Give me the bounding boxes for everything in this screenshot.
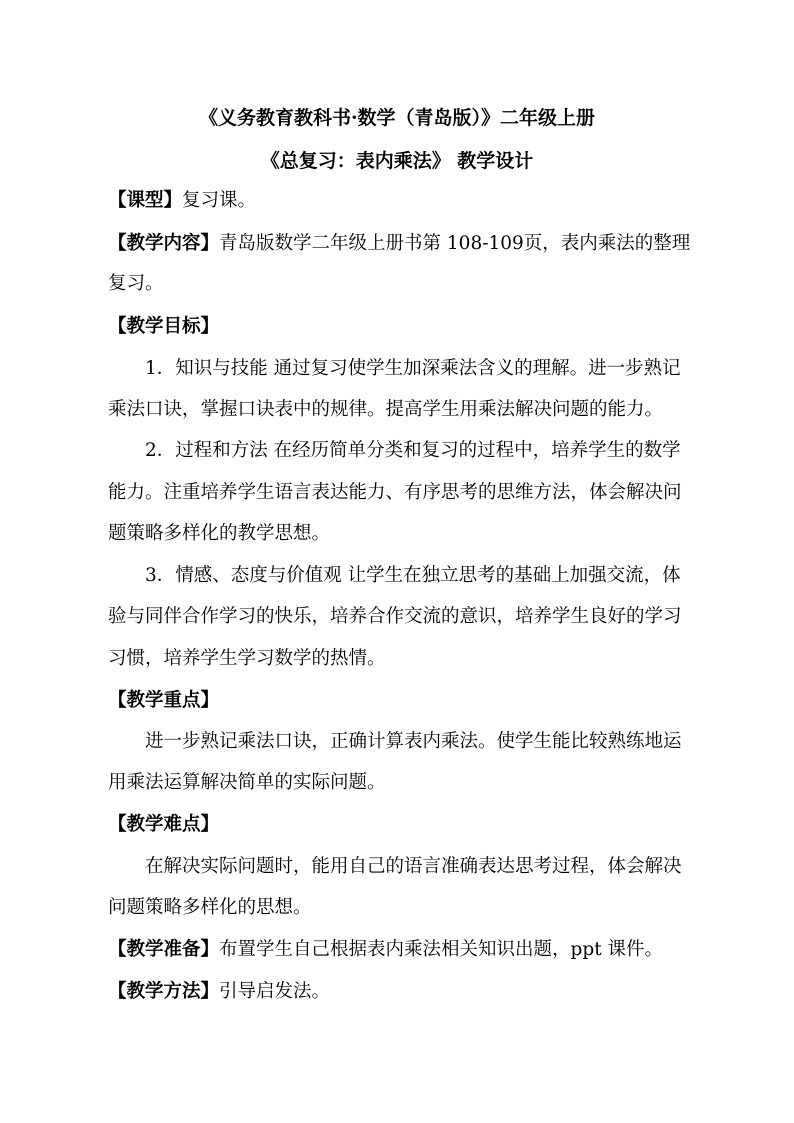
objective-3-line-2: 验与同伴合作学习的快乐，培养合作交流的意识，培养学生良好的学习 <box>108 606 682 627</box>
methods-label: 【教学方法】 <box>108 981 220 1002</box>
objective-2-line-1: 2．过程和方法 在经历简单分类和复习的过程中，培养学生的数学 <box>145 440 681 461</box>
key-points-label: 【教学重点】 <box>108 690 220 711</box>
content-label: 【教学内容】 <box>108 233 220 254</box>
methods-value: 引导启发法。 <box>219 981 331 1002</box>
content-line-1 <box>108 230 690 258</box>
objective-2-line-3: 题策略多样化的教学思想。 <box>108 523 331 544</box>
key-points-line-2: 用乘法运算解决简单的实际问题。 <box>108 772 386 793</box>
objective-3-line-1: 3．情感、态度与价值观 让学生在独立思考的基础上加强交流，体 <box>145 565 681 586</box>
difficulties-line-2: 问题策略多样化的思想。 <box>108 897 312 918</box>
difficulties-label: 【教学难点】 <box>108 814 220 835</box>
course-type-value: 复习课。 <box>182 190 257 211</box>
objective-3-line-3: 习惯，培养学生学习数学的热情。 <box>108 648 386 669</box>
document-title: 《义务教育教科书·数学（青岛版）》二年级上册 <box>198 107 596 129</box>
methods-line <box>108 978 330 1006</box>
preparation-line <box>108 936 663 964</box>
objective-1-line-1: 1．知识与技能 通过复习使学生加深乘法含义的理解。进一步熟记 <box>145 358 681 379</box>
course-type-label: 【课型】 <box>108 190 183 211</box>
content-line-2: 复习。 <box>108 273 164 294</box>
document-subtitle: 《总复习：表内乘法》 教学设计 <box>260 150 534 172</box>
objectives-label: 【教学目标】 <box>108 316 220 337</box>
content-text-1: 青岛版数学二年级上册书第 108-109页，表内乘法的整理 <box>219 233 691 254</box>
course-type-line <box>108 187 256 215</box>
objective-1-line-2: 乘法口诀，掌握口诀表中的规律。提高学生用乘法解决问题的能力。 <box>108 399 664 420</box>
objective-2-line-2: 能力。注重培养学生语言表达能力、有序思考的思维方法，体会解决问 <box>108 482 682 503</box>
difficulties-line-1: 在解决实际问题时，能用自己的语言准确表达思考过程，体会解决 <box>145 856 682 877</box>
preparation-label: 【教学准备】 <box>108 939 220 960</box>
key-points-line-1: 进一步熟记乘法口诀，正确计算表内乘法。使学生能比较熟练地运 <box>145 731 682 752</box>
preparation-value: 布置学生自己根据表内乘法相关知识出题，ppt 课件。 <box>219 939 664 960</box>
